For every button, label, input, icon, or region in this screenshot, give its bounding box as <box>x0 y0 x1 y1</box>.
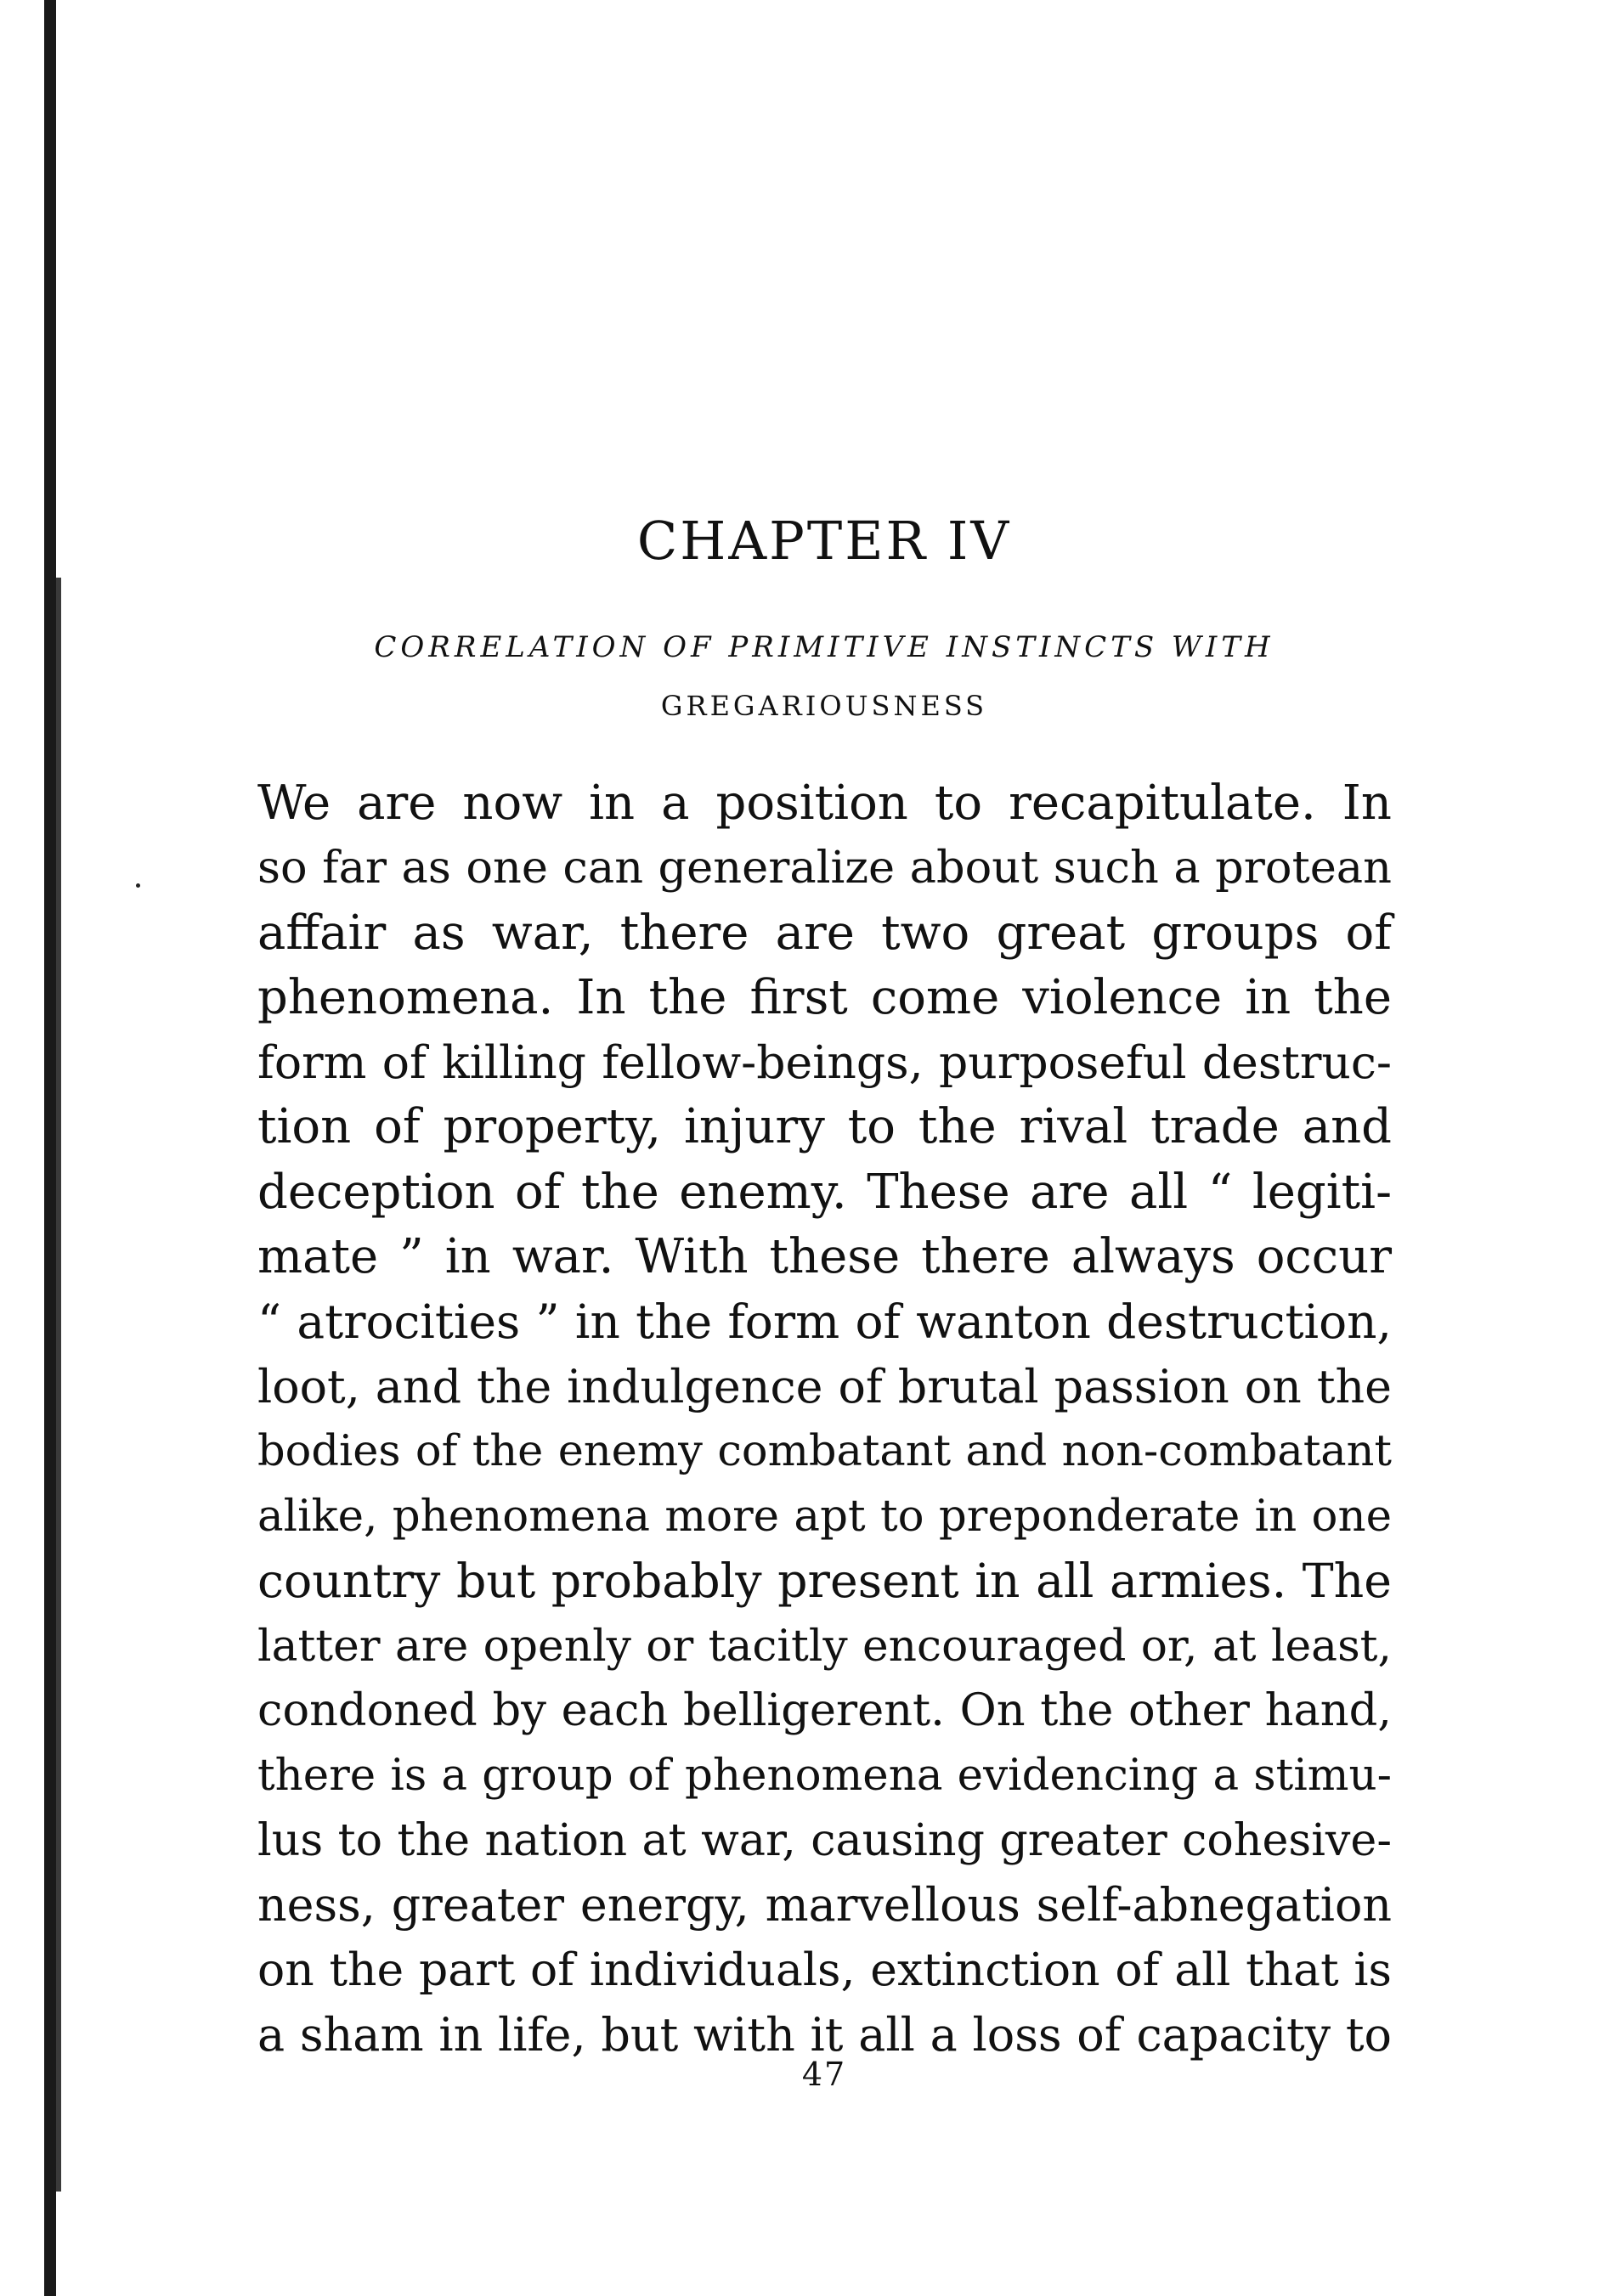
text-line: form of killing fellow-beings, purposeful destruc- <box>257 1035 1392 1090</box>
text-line: condoned by each belligerent. On the other hand, <box>257 1684 1392 1737</box>
text-line: phenomena. In the first come violence in the <box>257 969 1392 1025</box>
text-line: lus to the nation at war, causing greater cohesive- <box>257 1814 1392 1866</box>
text-line: “ atrocities ” in the form of wanton destruction, <box>257 1295 1392 1350</box>
text-line: deception of the enemy. These are all “ legiti- <box>257 1164 1392 1220</box>
page-number: 47 <box>801 2056 847 2093</box>
chapter-subtitle-line2: GREGARIOUSNESS <box>660 690 988 722</box>
text-line: bodies of the enemy combatant and non-combatant <box>257 1425 1392 1476</box>
text-line: ness, greater energy, marvellous self-abnegation <box>257 1878 1392 1932</box>
text-line: so far as one can generalize about such a protean <box>257 842 1392 894</box>
text-line: alike, phenomena more apt to preponderate in one <box>257 1491 1392 1543</box>
body-paragraph <box>257 771 1392 2068</box>
text-line: latter are openly or tacitly encouraged or, at least, <box>257 1620 1392 1672</box>
text-line: loot, and the indulgence of brutal passion on the <box>257 1359 1392 1413</box>
text-line: on the part of individuals, extinction of all that is <box>257 1943 1392 1997</box>
text-line: a sham in life, but with it all a loss of capacity to <box>257 2007 1392 2062</box>
text-line: tion of property, injury to the rival trade and <box>257 1099 1392 1155</box>
text-line: We are now in a position to recapitulate. In <box>257 776 1392 831</box>
chapter-subtitle-line1: CORRELATION OF PRIMITIVE INSTINCTS WITH <box>374 630 1274 664</box>
chapter-title: CHAPTER IV <box>636 510 1012 572</box>
text-line: mate ” in war. With these there always occur <box>257 1229 1392 1285</box>
text-line: affair as war, there are two great groups of <box>257 905 1392 961</box>
scan-speck <box>136 883 140 888</box>
text-line: there is a group of phenomena evidencing a stimu- <box>257 1750 1392 1802</box>
binding-shadow <box>56 578 61 2192</box>
text-line: country but probably present in all armies. The <box>257 1554 1392 1609</box>
binding-edge <box>44 0 56 2296</box>
